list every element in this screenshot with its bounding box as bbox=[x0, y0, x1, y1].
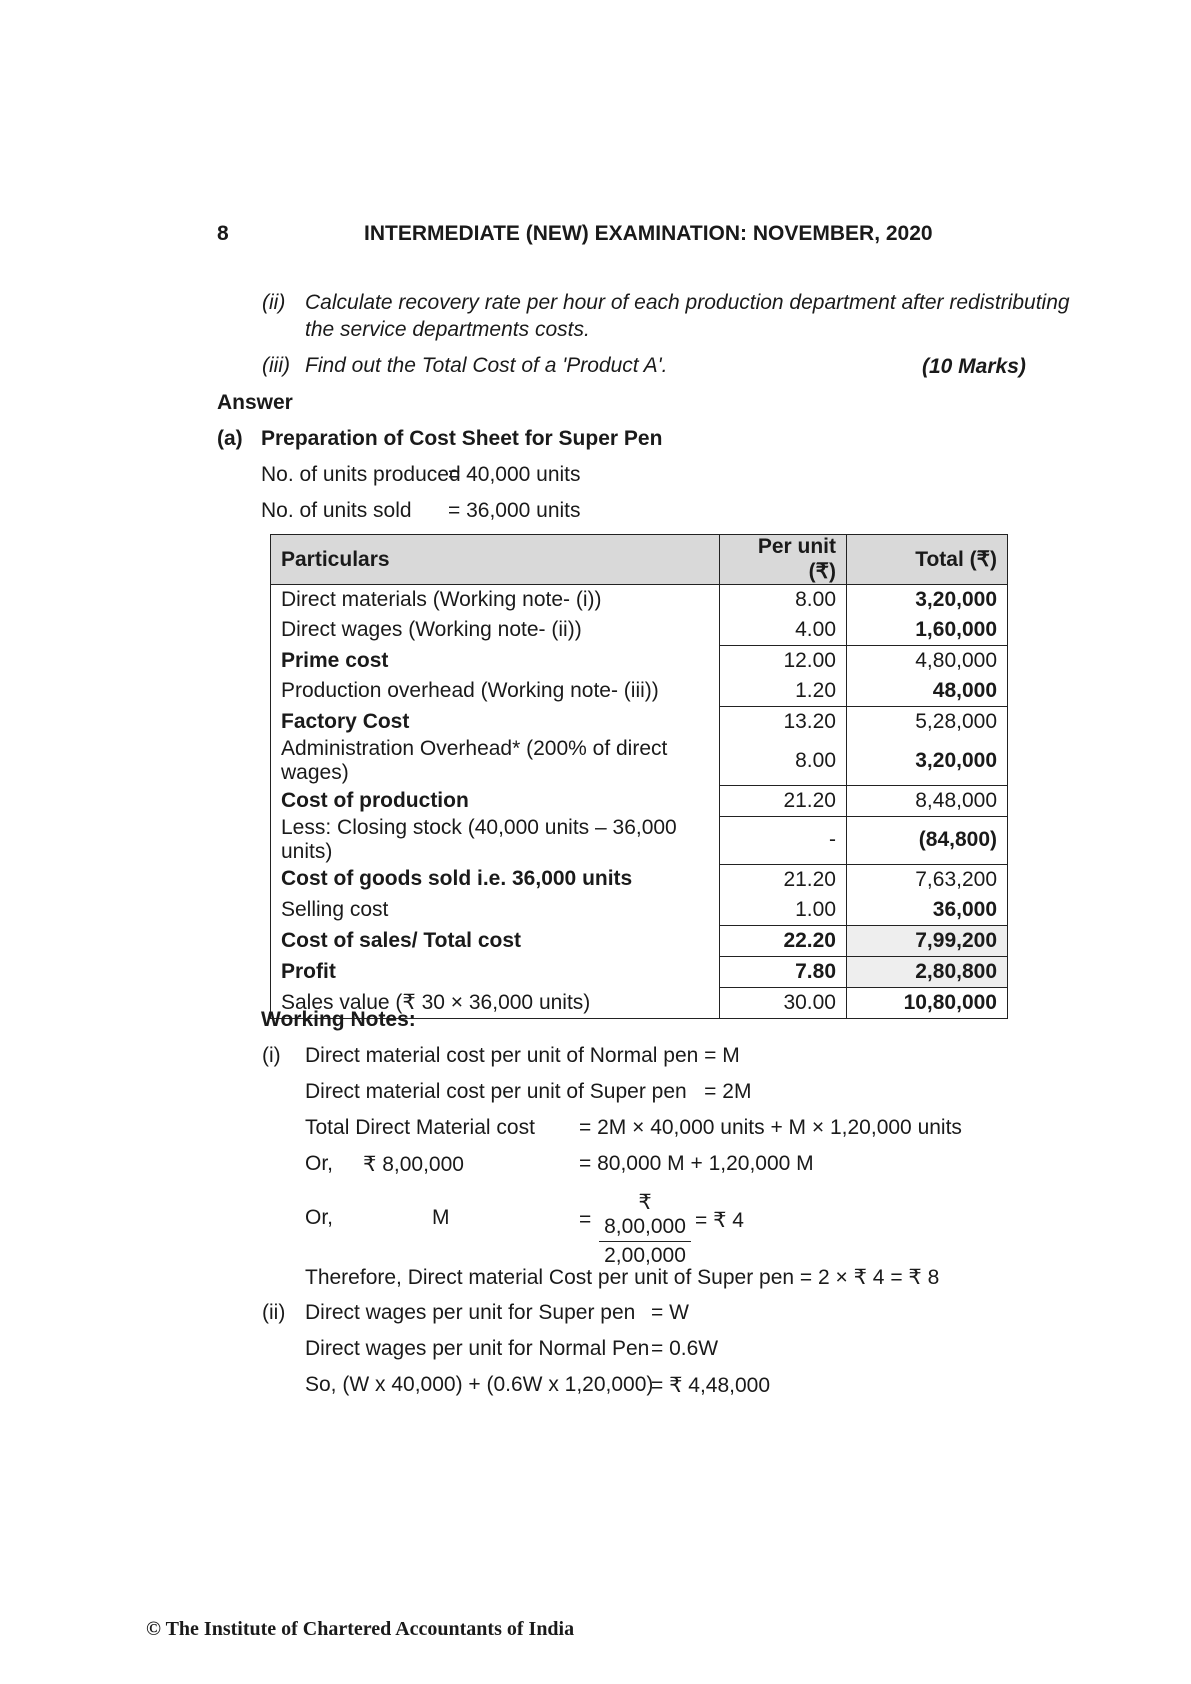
header-total: Total (₹) bbox=[847, 535, 1008, 585]
row-particulars: Prime cost bbox=[271, 646, 720, 677]
wn-i-line2: Direct material cost per unit of Super pen = 2M bbox=[305, 1080, 752, 1103]
row-particulars: Direct wages (Working note- (ii)) bbox=[271, 615, 720, 646]
wn-i-line4-or: Or, bbox=[305, 1152, 334, 1175]
wn-i-line3-right: = 2M × 40,000 units + M × 1,20,000 units bbox=[579, 1116, 962, 1139]
row-per-unit: 21.20 bbox=[720, 864, 847, 895]
question-iii-text: Find out the Total Cost of a 'Product A'. bbox=[305, 354, 668, 377]
wn-ii-line3-left: So, (W x 40,000) + (0.6W x 1,20,000) bbox=[305, 1373, 654, 1396]
wn-ii-line1-left: Direct wages per unit for Super pen bbox=[305, 1301, 636, 1324]
wn-i-line4-right: = 80,000 M + 1,20,000 M bbox=[579, 1152, 814, 1175]
table-row bbox=[271, 895, 1008, 926]
table-row bbox=[271, 585, 1008, 616]
row-particulars: Cost of sales/ Total cost bbox=[271, 925, 720, 956]
units-sold-label: No. of units sold bbox=[261, 499, 412, 522]
question-ii-text-line1: Calculate recovery rate per hour of each production department after redistributing bbox=[305, 291, 1070, 314]
row-particulars: Production overhead (Working note- (iii)) bbox=[271, 676, 720, 707]
row-total: 4,80,000 bbox=[847, 646, 1008, 677]
row-total: 7,99,200 bbox=[847, 925, 1008, 956]
wn-i-line5-mid: M bbox=[432, 1206, 450, 1229]
row-total: 2,80,800 bbox=[847, 956, 1008, 987]
wn-ii-line1-right: = W bbox=[651, 1301, 689, 1324]
units-sold-value: = 36,000 units bbox=[448, 499, 581, 522]
row-particulars: Cost of production bbox=[271, 785, 720, 816]
row-particulars: Direct materials (Working note- (i)) bbox=[271, 585, 720, 616]
row-per-unit: 1.20 bbox=[720, 676, 847, 707]
row-per-unit: 8.00 bbox=[720, 737, 847, 785]
row-particulars: Administration Overhead* (200% of direct wages) bbox=[271, 737, 720, 785]
wn-i-fraction bbox=[599, 1190, 691, 1268]
table-row bbox=[271, 925, 1008, 956]
table-row bbox=[271, 646, 1008, 677]
wn-ii-line2-right: = 0.6W bbox=[651, 1337, 719, 1360]
row-total: (84,800) bbox=[847, 816, 1008, 864]
table-row bbox=[271, 864, 1008, 895]
table-row bbox=[271, 816, 1008, 864]
table-row bbox=[271, 676, 1008, 707]
answer-part-label: (a) bbox=[217, 427, 243, 450]
table-row bbox=[271, 707, 1008, 738]
question-marks: (10 Marks) bbox=[922, 355, 1026, 378]
fraction-denominator: 2,00,000 bbox=[604, 1244, 686, 1267]
row-particulars: Sales value (₹ 30 × 36,000 units) bbox=[271, 987, 720, 1018]
wn-ii-line3-right: = ₹ 4,48,000 bbox=[651, 1374, 771, 1397]
answer-heading: Answer bbox=[217, 391, 293, 414]
wn-i-fraction-result: = ₹ 4 bbox=[695, 1209, 744, 1232]
table-row bbox=[271, 956, 1008, 987]
row-per-unit: 12.00 bbox=[720, 646, 847, 677]
table-row bbox=[271, 737, 1008, 785]
row-per-unit: 30.00 bbox=[720, 987, 847, 1018]
answer-part-title: Preparation of Cost Sheet for Super Pen bbox=[261, 427, 663, 450]
page-header-title: INTERMEDIATE (NEW) EXAMINATION: NOVEMBER, 2020 bbox=[364, 222, 933, 245]
row-total: 1,60,000 bbox=[847, 615, 1008, 646]
wn-i-therefore: Therefore, Direct material Cost per unit of Super pen = 2 × ₹ 4 = ₹ 8 bbox=[305, 1266, 940, 1289]
question-iii-label: (iii) bbox=[262, 354, 290, 377]
row-per-unit: 7.80 bbox=[720, 956, 847, 987]
row-total: 5,28,000 bbox=[847, 707, 1008, 738]
question-ii-text-line2: the service departments costs. bbox=[305, 318, 590, 341]
row-per-unit: 4.00 bbox=[720, 615, 847, 646]
row-total: 3,20,000 bbox=[847, 585, 1008, 616]
row-total: 7,63,200 bbox=[847, 864, 1008, 895]
table-header-row bbox=[271, 535, 1008, 585]
units-produced-value: = 40,000 units bbox=[448, 463, 581, 486]
row-per-unit: 8.00 bbox=[720, 585, 847, 616]
row-per-unit: - bbox=[720, 816, 847, 864]
header-per-unit: Per unit (₹) bbox=[720, 535, 847, 585]
cost-sheet-table bbox=[270, 534, 1008, 1019]
fraction-numerator: ₹ 8,00,000 bbox=[604, 1191, 686, 1238]
row-particulars: Factory Cost bbox=[271, 707, 720, 738]
wn-ii-label: (ii) bbox=[262, 1301, 286, 1324]
footer-copyright: © The Institute of Chartered Accountants of India bbox=[146, 1618, 575, 1640]
row-per-unit: 1.00 bbox=[720, 895, 847, 926]
row-total: 8,48,000 bbox=[847, 785, 1008, 816]
wn-i-label: (i) bbox=[262, 1044, 281, 1067]
row-particulars: Profit bbox=[271, 956, 720, 987]
row-particulars: Selling cost bbox=[271, 895, 720, 926]
row-per-unit: 13.20 bbox=[720, 707, 847, 738]
table-row bbox=[271, 785, 1008, 816]
table-row bbox=[271, 615, 1008, 646]
row-particulars: Less: Closing stock (40,000 units – 36,000 units) bbox=[271, 816, 720, 864]
page-number: 8 bbox=[217, 222, 229, 245]
row-total: 48,000 bbox=[847, 676, 1008, 707]
row-total: 3,20,000 bbox=[847, 737, 1008, 785]
row-particulars: Cost of goods sold i.e. 36,000 units bbox=[271, 864, 720, 895]
units-produced-label: No. of units produced bbox=[261, 463, 461, 486]
working-notes-heading: Working Notes: bbox=[261, 1008, 416, 1031]
question-ii-label: (ii) bbox=[262, 291, 286, 314]
row-total: 36,000 bbox=[847, 895, 1008, 926]
row-per-unit: 21.20 bbox=[720, 785, 847, 816]
fraction-bar bbox=[599, 1241, 691, 1242]
header-particulars: Particulars bbox=[271, 535, 720, 585]
row-total: 10,80,000 bbox=[847, 987, 1008, 1018]
wn-i-line1: Direct material cost per unit of Normal pen = M bbox=[305, 1044, 740, 1067]
wn-i-line4-mid: ₹ 8,00,000 bbox=[363, 1153, 464, 1176]
wn-i-line5-or: Or, bbox=[305, 1206, 334, 1229]
row-per-unit: 22.20 bbox=[720, 925, 847, 956]
wn-i-line5-eq: = bbox=[579, 1208, 592, 1231]
wn-i-line3-left: Total Direct Material cost bbox=[305, 1116, 535, 1139]
wn-ii-line2-left: Direct wages per unit for Normal Pen bbox=[305, 1337, 650, 1360]
